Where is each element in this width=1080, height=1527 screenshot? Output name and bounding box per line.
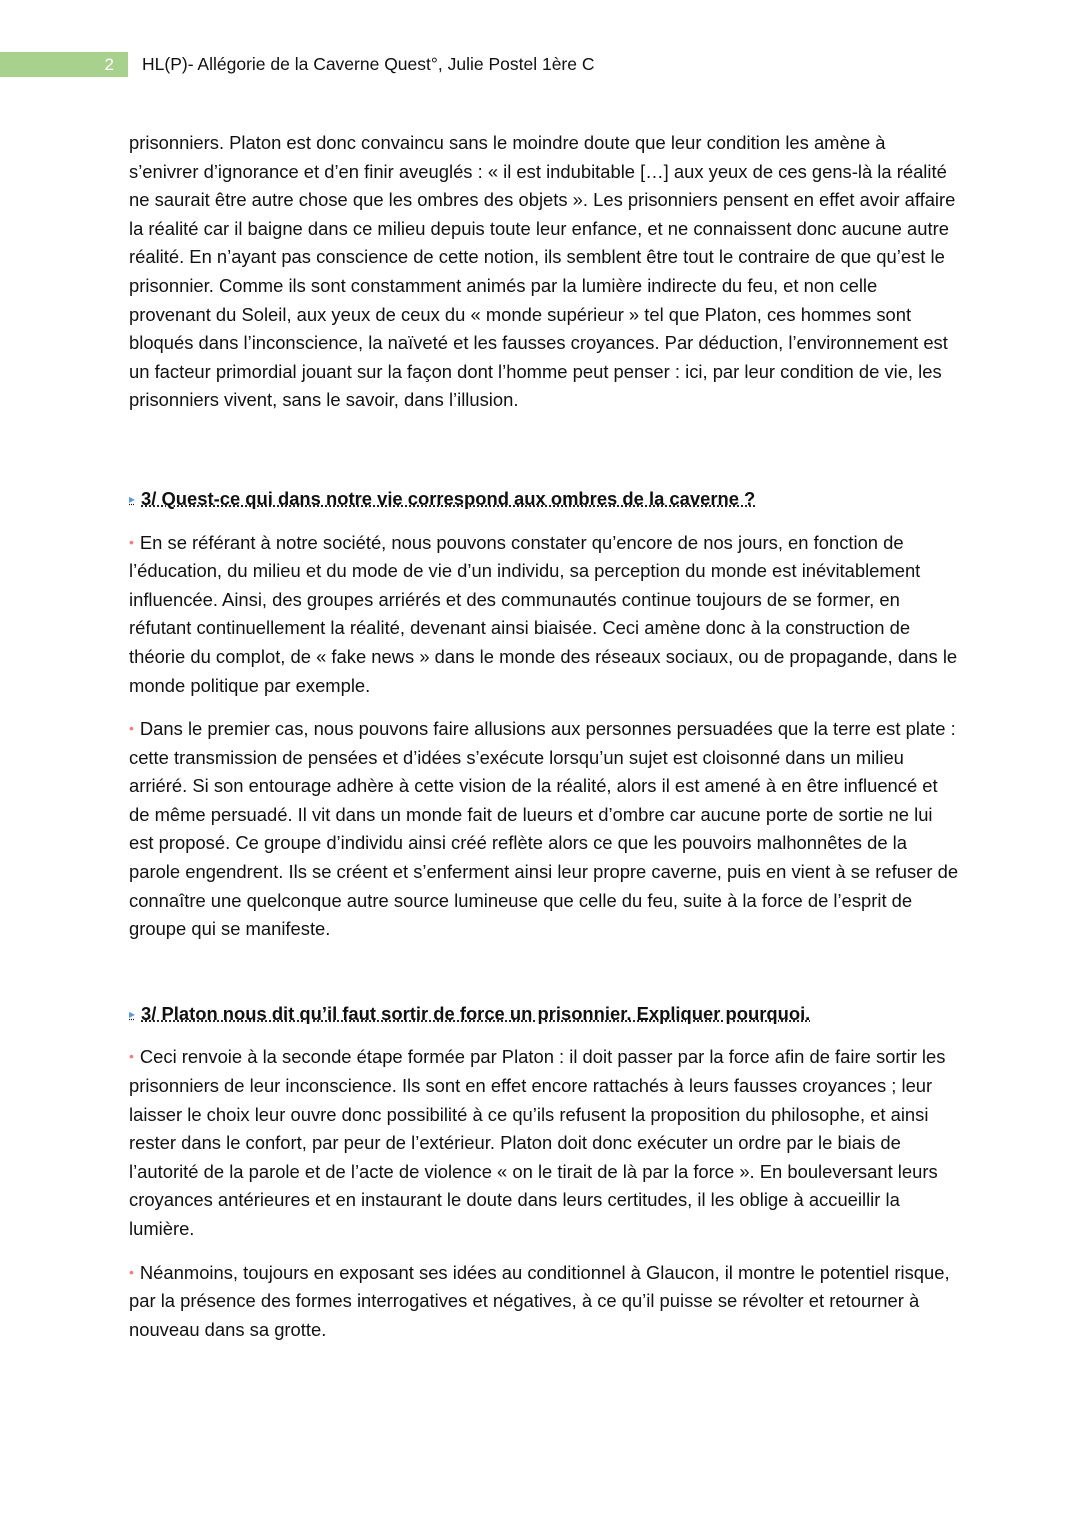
intro-paragraph: prisonniers. Platon est donc convaincu sans le moindre doute que leur condition les amène à s’enivrer d’ignorance et d’en finir aveuglés : « il est indubitable […] aux yeux de ces gens-là la réalité ne saurait être autre chose que les ombres des objets ». Les prisonniers pensent en effet avoir affaire la réalité car il baigne dans ce milieu depuis toute leur enfance, et ne connaissent donc aucune autre réalité. En n’ayant pas conscience de cette notion, ils semblent être tout le contraire de que qu’est le prisonnier. Comme ils sont constamment animés par la lumière indirecte du feu, et non celle provenant du Soleil, aux yeux de ceux du « monde supérieur » tel que Platon, ces hommes sont bloqués dans l’inconscience, la naïveté et les fausses croyances. Par déduction, l’environnement est un facteur primordial jouant sur la façon dont l’homme peut penser : ici, par leur condition de vie, les prisonniers vivent, sans le savoir, dans l’illusion. bbox=[129, 132, 956, 411]
section-heading-text: 3/ Quest-ce qui dans notre vie correspond aux ombres de la caverne ? bbox=[141, 487, 756, 509]
bullet-icon: • bbox=[129, 1048, 134, 1065]
section-heading-2 bbox=[129, 1000, 959, 1029]
bullet-icon: • bbox=[129, 533, 134, 550]
bullet-icon: • bbox=[129, 1263, 134, 1280]
document-body bbox=[129, 129, 959, 1358]
section-heading-text: 3/ Platon nous dit qu’il faut sortir de force un prisonnier. Expliquer pourquoi. bbox=[141, 1002, 811, 1024]
page-number: 2 bbox=[104, 54, 114, 74]
page-header bbox=[0, 52, 700, 77]
triangle-marker-icon: ▸ bbox=[129, 491, 136, 506]
section-heading-1 bbox=[129, 485, 959, 514]
bullet-icon: • bbox=[129, 720, 134, 737]
page-number-band bbox=[0, 52, 128, 77]
section-2-paragraph-1: • Ceci renvoie à la seconde étape formée par Platon : il doit passer par la force afin de faire sortir les prisonniers de leur inconscience. Ils sont en effet encore rattachés à leurs fausses croyances ; leur laisser le choix leur ouvre donc possibilité à ce qu’ils refusent la proposition du philosophe, et ainsi rester dans le confort, par peur de l’extérieur. Platon doit donc exécuter un ordre par le biais de l’autorité de la parole et de l’acte de violence « on le tirait de là par la force ». En bouleversant leurs croyances antérieures et en instaurant le doute dans leurs certitudes, il les oblige à accueillir la lumière. bbox=[129, 1046, 946, 1239]
section-1-paragraph-1: • En se référant à notre société, nous pouvons constater qu’encore de nos jours, en fonction de l’éducation, du milieu et du mode de vie d’un individu, sa perception du monde est inévitablement influencée. Ainsi, des groupes arriérés et des communautés continue toujours de se former, en réfutant continuellement la réalité, devenant ainsi biaisée. Ceci amène donc à la construction de théorie du complot, de « fake news » dans le monde des réseaux sociaux, ou de propagande, dans le monde politique par exemple. bbox=[129, 531, 958, 696]
section-2-paragraph-2: • Néanmoins, toujours en exposant ses idées au conditionnel à Glaucon, il montre le potentiel risque, par la présence des formes interrogatives et négatives, à ce qu’il puisse se révolter et retourner à nouveau dans sa grotte. bbox=[129, 1261, 950, 1340]
document-title: HL(P)- Allégorie de la Caverne Quest°, Julie Postel 1ère C bbox=[142, 54, 595, 74]
section-1-paragraph-2: • Dans le premier cas, nous pouvons faire allusions aux personnes persuadées que la terre est plate : cette transmission de pensées et d’idées s’exécute lorsqu’un sujet est cloisonné dans un milieu arriéré. Si son entourage adhère à cette vision de la réalité, alors il est amené à en être influencé et de même persuadé. Il vit dans un monde fait de lueurs et d’ombre car aucune porte de sortie ne lui est proposé. Ce groupe d’individu ainsi créé reflète alors ce que les pouvoirs malhonnêtes de la parole engendrent. Ils se créent et s’enferment ainsi leur propre caverne, puis en vient à se refuser de connaître une quelconque autre source lumineuse que celle du feu, suite à la force de l’esprit de groupe qui se manifeste. bbox=[129, 718, 959, 940]
triangle-marker-icon: ▸ bbox=[129, 1006, 136, 1021]
